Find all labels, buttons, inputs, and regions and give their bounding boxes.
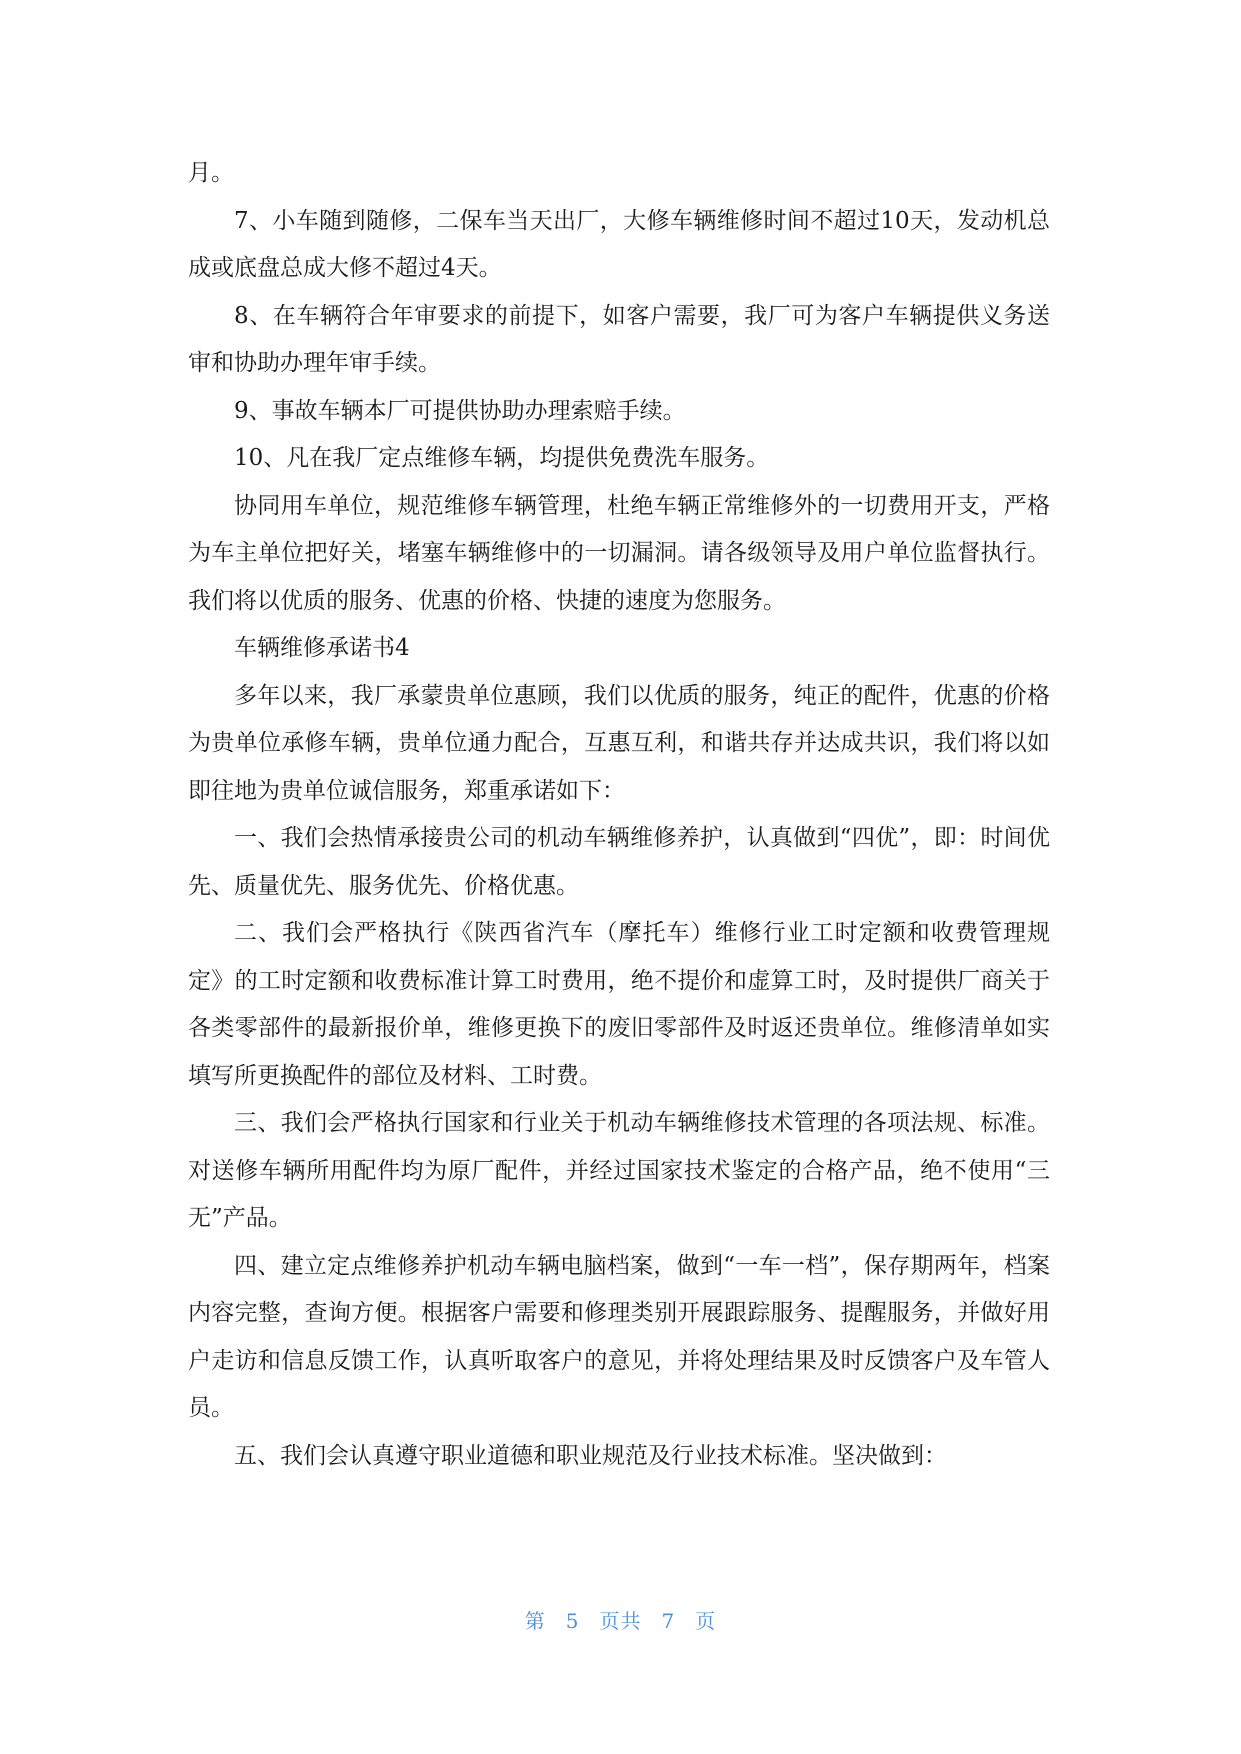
paragraph: 7、小车随到随修，二保车当天出厂，大修车辆维修时间不超过10天，发动机总成或底盘总成大修不超过4天。	[188, 207, 1050, 281]
document-body	[188, 150, 1050, 1480]
paragraph: 多年以来，我厂承蒙贵单位惠顾，我们以优质的服务，纯正的配件，优惠的价格为贵单位承修车辆，贵单位通力配合，互惠互利，和谐共存并达成共识，我们将以如即往地为贵单位诚信服务，郑重承诺如下：	[188, 682, 1050, 804]
footer-label-ye-gong: 页共	[599, 1609, 642, 1633]
paragraph: 协同用车单位，规范维修车辆管理，杜绝车辆正常维修外的一切费用开支，严格为车主单位把好关，堵塞车辆维修中的一切漏洞。请各级领导及用户单位监督执行。我们将以优质的服务、优惠的价格、快捷的速度为您服务。	[188, 492, 1050, 614]
paragraph: 10、凡在我厂定点维修车辆，均提供免费洗车服务。	[234, 445, 770, 471]
paragraph: 二、我们会严格执行《陕西省汽车（摩托车）维修行业工时定额和收费管理规定》的工时定额和收费标准计算工时费用，绝不提价和虚算工时，及时提供厂商关于各类零部件的最新报价单，维修更换下的废旧零部件及时返还贵单位。维修清单如实填写所更换配件的部位及材料、工时费。	[188, 920, 1050, 1089]
page-footer	[0, 1605, 1241, 1634]
paragraph: 月。	[188, 160, 234, 186]
paragraph: 三、我们会严格执行国家和行业关于机动车辆维修技术管理的各项法规、标准。对送修车辆所用配件均为原厂配件，并经过国家技术鉴定的合格产品，绝不使用“三无”产品。	[188, 1110, 1050, 1231]
paragraph: 9、事故车辆本厂可提供协助办理索赔手续。	[234, 397, 686, 424]
section-heading: 车辆维修承诺书4	[234, 635, 410, 661]
paragraph: 一、我们会热情承接贵公司的机动车辆维修养护，认真做到“四优”，即：时间优先、质量优先、服务优先、价格优惠。	[188, 825, 1050, 899]
footer-current-page: 5	[565, 1609, 580, 1633]
footer-total-pages: 7	[661, 1609, 676, 1633]
paragraph: 四、建立定点维修养护机动车辆电脑档案，做到“一车一档”，保存期两年，档案内容完整，查询方便。根据客户需要和修理类别开展跟踪服务、提醒服务，并做好用户走访和信息反馈工作，认真听取客户的意见，并将处理结果及时反馈客户及车管人员。	[188, 1252, 1050, 1421]
paragraph: 8、在车辆符合年审要求的前提下，如客户需要，我厂可为客户车辆提供义务送审和协助办理年审手续。	[188, 302, 1050, 376]
footer-label-ye: 页	[695, 1609, 717, 1633]
footer-label-di: 第	[524, 1609, 546, 1633]
paragraph: 五、我们会认真遵守职业道德和职业规范及行业技术标准。坚决做到：	[234, 1442, 947, 1469]
